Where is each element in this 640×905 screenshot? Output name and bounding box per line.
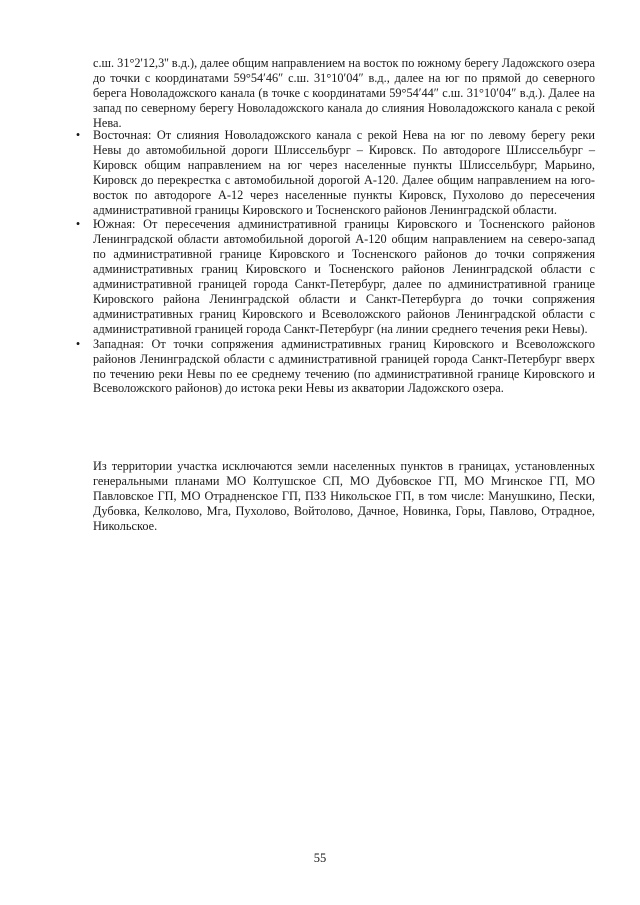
boundary-list — [75, 128, 595, 396]
page-number: 55 — [313, 851, 327, 865]
list-item-text: Восточная: От слияния Новоладожского канала с рекой Нева на юг по левому берегу реки Невы до автомобильной дороги Шлиссельбург – Кировск. По автодороге Шлиссельбург – Кировск общим направлением на юг через населенные пункты Шлиссельбург, Марьино, Кировск до перекрестка с автомобильной дорогой А-120. Далее общим направлением на юго-восток по автодороге А-12 через населенные пункты Кировск, Пухолово до пересечения административной границы Кировского и Тосненского районов Ленинградской области. — [93, 128, 595, 217]
list-item-east — [75, 128, 595, 217]
list-item-south — [75, 217, 595, 336]
list-item-west — [75, 336, 595, 397]
bullet-icon: • — [75, 128, 81, 142]
list-item-text: Южная: От пересечения административной границы Кировского и Тосненского районов Ленинградской области автомобильной дорогой А-120 общим направлением на северо-запад по административной границе Кировского и Тосненского районов до точки сопряжения административных границ Кировского и Тосненского районов Ленинградской области с административной границей города Санкт-Петербург, далее по административной границе Кировского района Ленинградской области и Санкт-Петербурга до точки сопряжения административных границ Кировского и Всеволожского районов Ленинградской области с административной границей города Санкт-Петербург (на линии среднего течения реки Невы). — [93, 217, 595, 336]
intro-paragraph: с.ш. 31°2'12,3'' в.д.), далее общим направлением на восток по южному берегу Ладожского озера до точки с координатами 59°54′46″ с.ш. 31°10′04″ в.д., далее на юг по прямой до северного берега Новоладожского канала (в точке с координатами 59°54′44″ с.ш. 31°10′04″ в.д.). Далее на запад по северному берегу Новоладожского канала до слияния Новоладожского канала с рекой Нева. — [93, 56, 595, 130]
bullet-icon: • — [75, 217, 81, 232]
list-item-text: Западная: От точки сопряжения административных границ Кировского и Всеволожского районов Ленинградской области с административной границей города Санкт-Петербург вверх по течению реки Невы по ее среднему течению (по административной границе Кировского и Всеволожского районов) до истока реки Невы из акватории Ладожского озера. — [93, 336, 595, 396]
bullet-icon: • — [75, 336, 81, 351]
exclusion-paragraph: Из территории участка исключаются земли населенных пунктов в границах, установленных генеральными планами МО Колтушское СП, МО Дубовское ГП, МО Мгинское ГП, МО Павловское ГП, МО Отрадненское ГП, ПЗЗ Никольское ГП, в том числе: Манушкино, Пески, Дубовка, Келколово, Мга, Пухолово, Войтолово, Дачное, Новинка, Горы, Павлово, Отрадное, Никольское. — [93, 459, 595, 533]
